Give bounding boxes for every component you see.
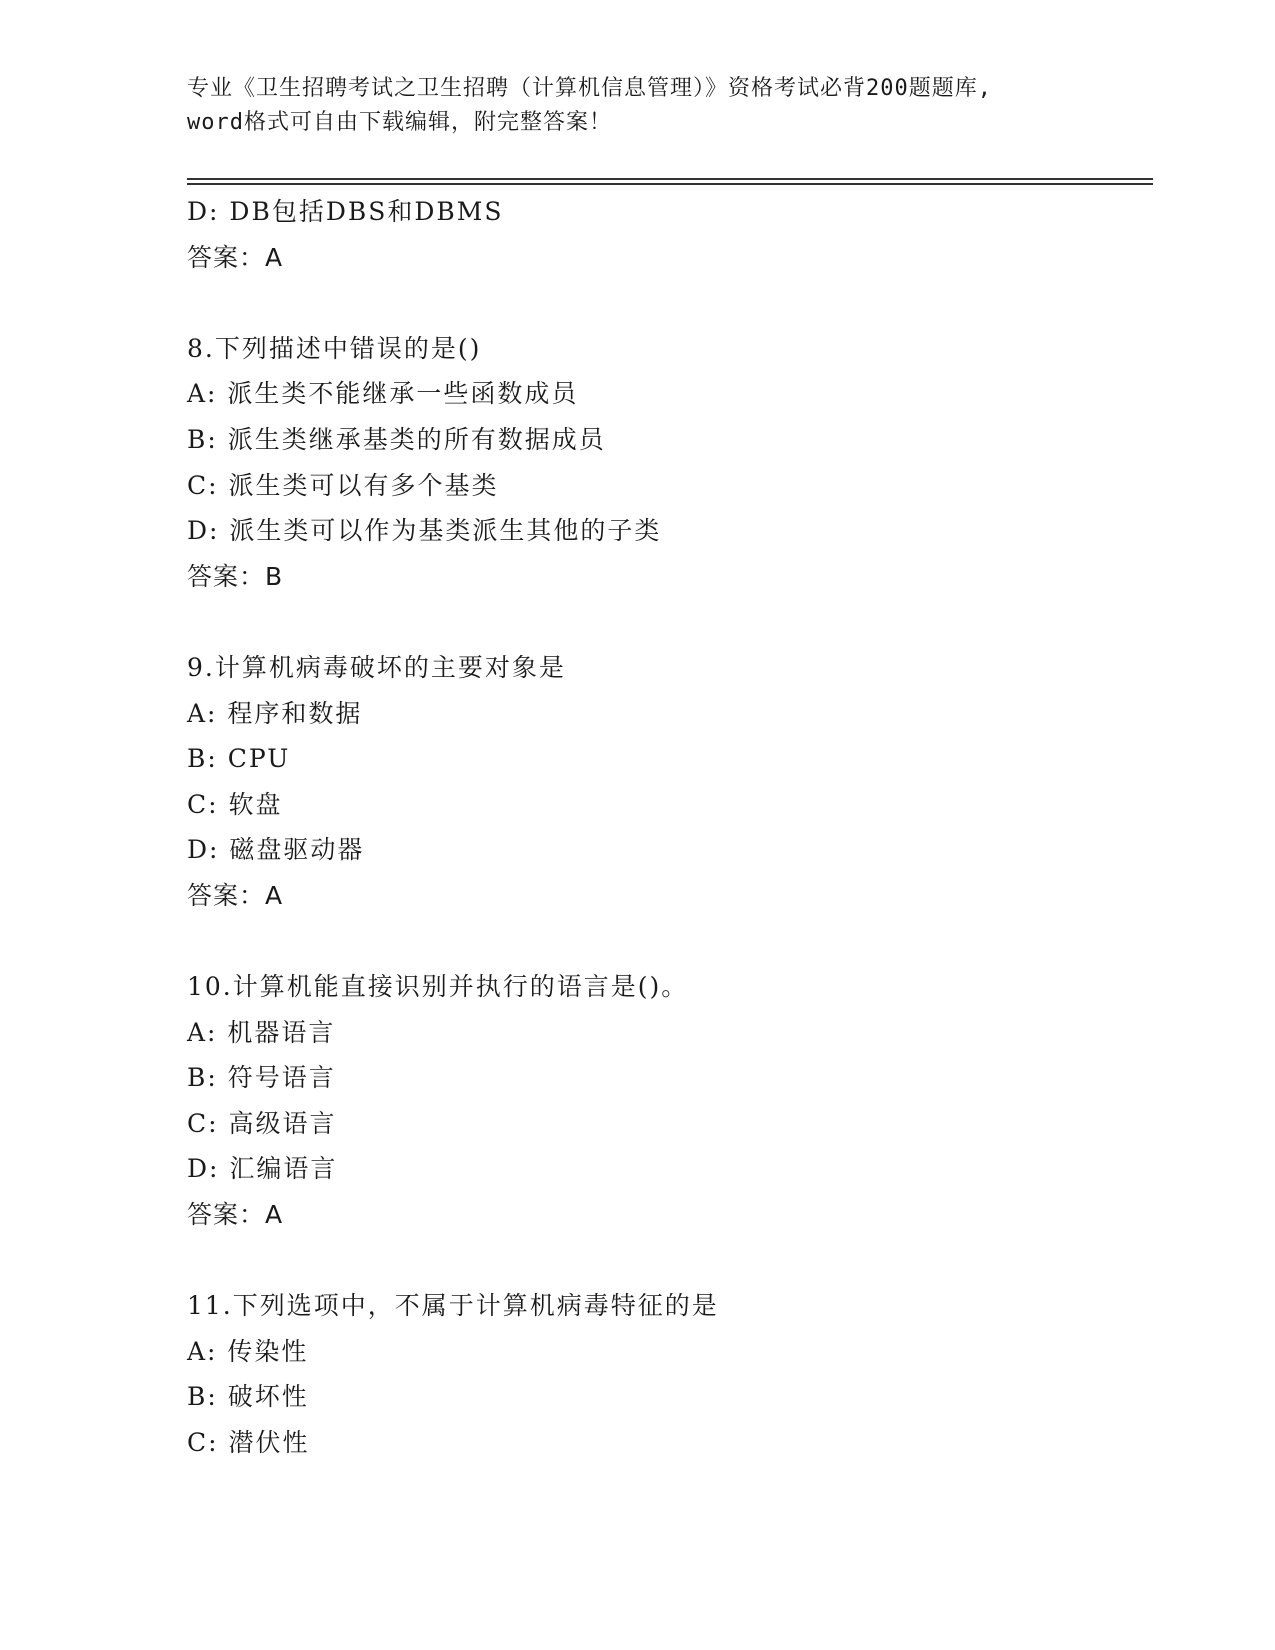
- question-item-9: [187, 645, 1147, 919]
- answer-line: 答案：B: [187, 561, 284, 591]
- option-a: A: 程序和数据: [187, 698, 363, 728]
- spacer: [187, 1238, 1147, 1284]
- option-d: D: 磁盘驱动器: [187, 835, 365, 865]
- option-c: C: 派生类可以有多个基类: [187, 470, 499, 500]
- spacer: [187, 919, 1147, 965]
- question-text: 10.计算机能直接识别并执行的语言是()。: [187, 972, 689, 1002]
- option-c: C: 软盘: [187, 789, 283, 819]
- option-d: D: DB包括DBS和DBMS: [187, 197, 504, 226]
- answer-line: 答案：A: [187, 1200, 284, 1230]
- option-c: C: 潜伏性: [187, 1428, 310, 1458]
- header-title-line: 专业《卫生招聘考试之卫生招聘（计算机信息管理）》资格考试必背200题题库,: [187, 76, 992, 101]
- question-list: [187, 189, 1147, 1466]
- spacer: [187, 280, 1147, 326]
- answer-line: 答案：A: [187, 242, 284, 272]
- option-b: B: CPU: [187, 744, 291, 774]
- option-d: D: 派生类可以作为基类派生其他的子类: [187, 516, 662, 546]
- question-item-10: [187, 964, 1147, 1238]
- option-b: B: 派生类继承基类的所有数据成员: [187, 424, 606, 454]
- option-d: D: 汇编语言: [187, 1154, 338, 1184]
- question-item-8: [187, 326, 1147, 600]
- option-c: C: 高级语言: [187, 1108, 337, 1138]
- option-a: A: 传染性: [187, 1336, 309, 1366]
- document-header: [187, 72, 1087, 140]
- header-divider-top: [187, 178, 1153, 180]
- option-b: B: 符号语言: [187, 1063, 336, 1093]
- question-text: 11.下列选项中，不属于计算机病毒特征的是: [187, 1291, 719, 1321]
- option-b: B: 破坏性: [187, 1382, 309, 1412]
- spacer: [187, 599, 1147, 645]
- option-a: A: 机器语言: [187, 1017, 336, 1047]
- answer-line: 答案：A: [187, 880, 284, 910]
- question-text: 8.下列描述中错误的是(): [187, 333, 482, 363]
- question-item-prev: [187, 189, 1147, 280]
- header-subtitle-line: word格式可自由下载编辑，附完整答案！: [187, 110, 612, 135]
- header-divider-bottom: [187, 183, 1153, 185]
- question-text: 9.计算机病毒破坏的主要对象是: [187, 652, 566, 682]
- question-item-11: [187, 1283, 1147, 1465]
- option-a: A: 派生类不能继承一些函数成员: [187, 379, 579, 409]
